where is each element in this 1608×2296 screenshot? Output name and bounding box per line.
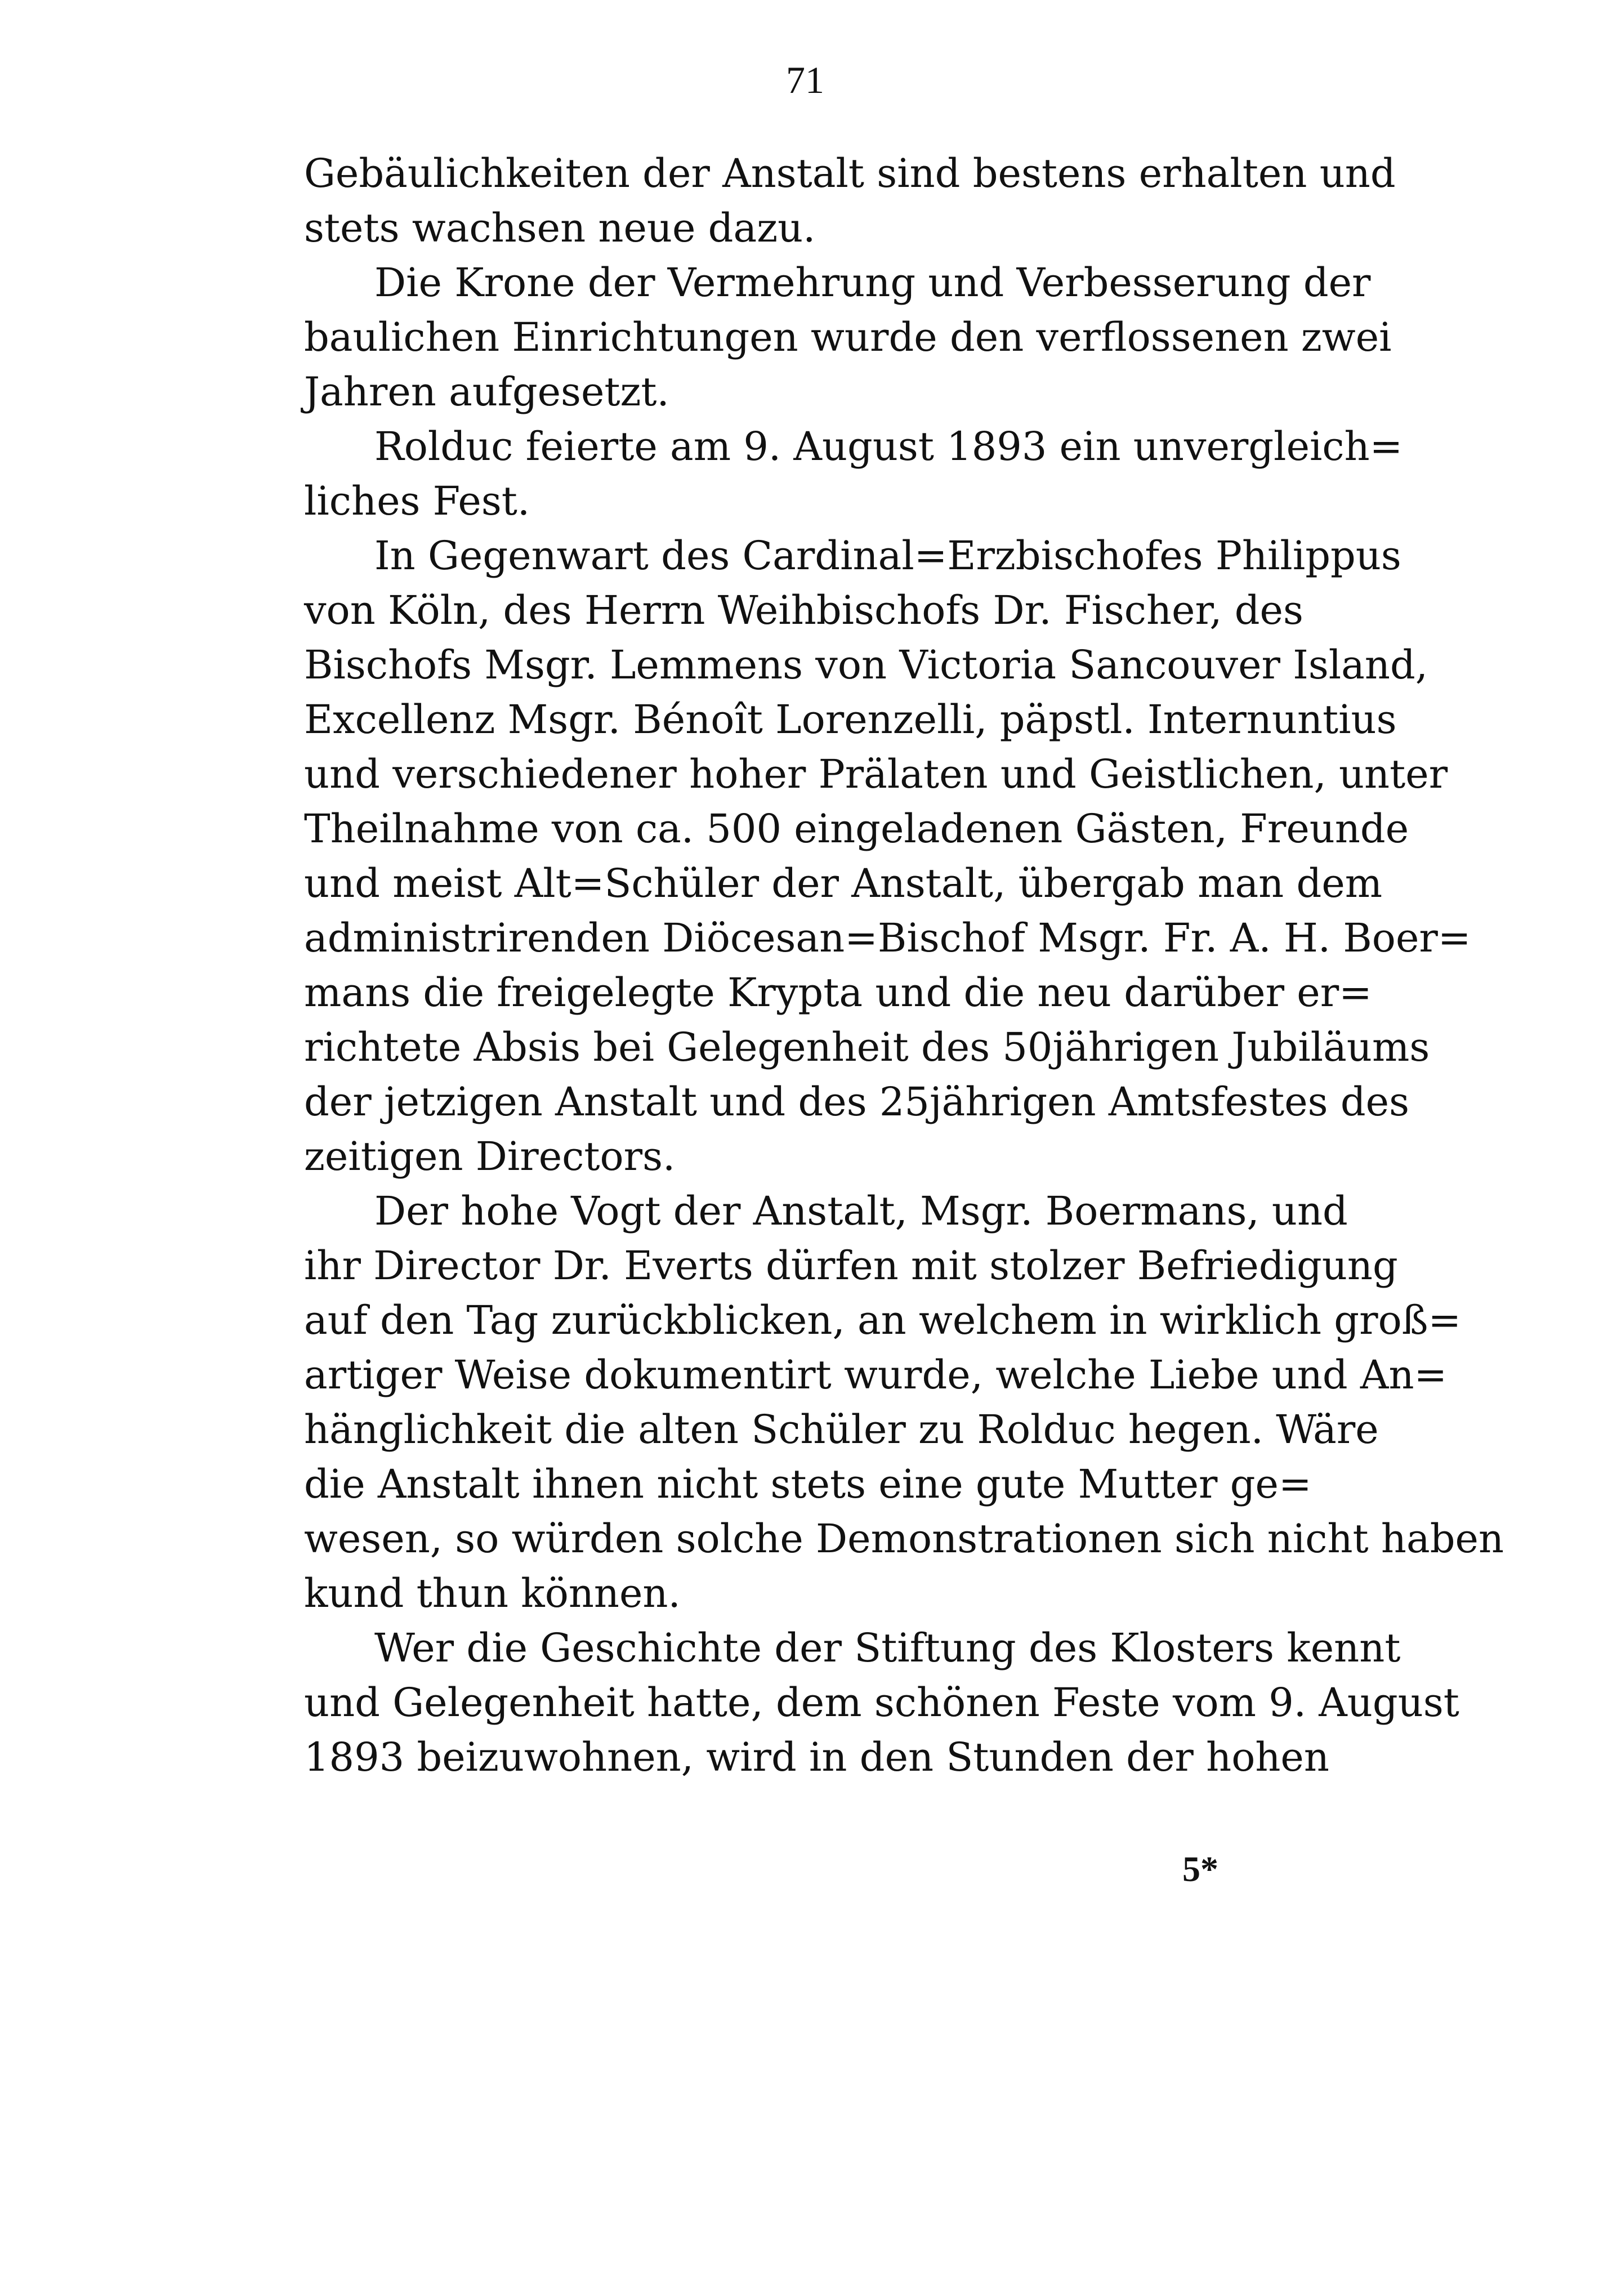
body-text xyxy=(304,146,1504,1785)
text-line: Die Krone der Vermehrung und Verbesserung der xyxy=(374,260,1371,306)
text-line: stets wachsen neue dazu. xyxy=(304,205,816,251)
text-line: artiger Weise dokumentirt wurde, welche Liebe und An= xyxy=(304,1352,1448,1398)
text-line: die Anstalt ihnen nicht stets eine gute Mutter ge= xyxy=(304,1461,1312,1507)
printer-signature-mark: 5* xyxy=(1182,1849,1218,1889)
text-line: 1893 beizuwohnen, wird in den Stunden der hohen xyxy=(304,1734,1329,1780)
text-line: zeitigen Directors. xyxy=(304,1133,676,1180)
text-line: auf den Tag zurückblicken, an welchem in wirklich groß= xyxy=(304,1297,1462,1343)
text-line: hänglichkeit die alten Schüler zu Rolduc hegen. Wäre xyxy=(304,1406,1379,1453)
text-line: wesen, so würden solche Demonstrationen sich nicht haben xyxy=(304,1516,1504,1562)
text-line: Jahren aufgesetzt. xyxy=(304,369,669,415)
text-line: der jetzigen Anstalt und des 25jährigen Amtsfestes des xyxy=(304,1079,1410,1125)
text-line: richtete Absis bei Gelegenheit des 50jährigen Jubiläums xyxy=(304,1024,1430,1070)
text-line: von Köln, des Herrn Weihbischofs Dr. Fischer, des xyxy=(304,587,1303,633)
text-line: und verschiedener hoher Prälaten und Geistlichen, unter xyxy=(304,751,1448,797)
text-line: mans die freigelegte Krypta und die neu darüber er= xyxy=(304,970,1372,1016)
text-line: Rolduc feierte am 9. August 1893 ein unvergleich= xyxy=(374,423,1403,470)
text-line: Excellenz Msgr. Bénoît Lorenzelli, päpstl. Internuntius xyxy=(304,696,1397,743)
text-line: ihr Director Dr. Everts dürfen mit stolzer Befriedigung xyxy=(304,1243,1398,1289)
text-line: Gebäulichkeiten der Anstalt sind bestens erhalten und xyxy=(304,150,1396,196)
text-line: Theilnahme von ca. 500 eingeladenen Gästen, Freunde xyxy=(304,806,1409,852)
text-line: und Gelegenheit hatte, dem schönen Feste vom 9. August xyxy=(304,1679,1459,1726)
text-line: Wer die Geschichte der Stiftung des Klosters kennt xyxy=(374,1625,1401,1671)
text-line: liches Fest. xyxy=(304,478,530,524)
text-line: administrirenden Diöcesan=Bischof Msgr. Fr. A. H. Boer= xyxy=(304,915,1471,961)
text-line: und meist Alt=Schüler der Anstalt, übergab man dem xyxy=(304,860,1383,906)
text-line: Der hohe Vogt der Anstalt, Msgr. Boermans, und xyxy=(374,1188,1348,1234)
text-line: In Gegenwart des Cardinal=Erzbischofes Philippus xyxy=(374,533,1401,579)
text-line: Bischofs Msgr. Lemmens von Victoria Sancouver Island, xyxy=(304,642,1428,688)
page-number: 71 xyxy=(786,59,824,101)
text-line: baulichen Einrichtungen wurde den verflossenen zwei xyxy=(304,314,1392,360)
text-line: kund thun können. xyxy=(304,1570,681,1616)
